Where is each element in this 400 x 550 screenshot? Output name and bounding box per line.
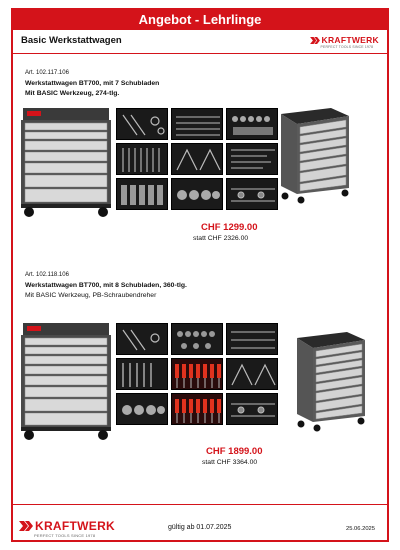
tool-tray — [116, 393, 168, 425]
offer-price: CHF 1299.00 — [201, 222, 258, 233]
offer-page — [11, 8, 389, 542]
tool-cart-angle-image — [291, 332, 371, 432]
original-price: statt CHF 3364.00 — [202, 459, 258, 466]
original-price: statt CHF 2326.00 — [193, 235, 249, 242]
tool-tray — [116, 323, 168, 355]
product-description — [25, 79, 159, 99]
tool-tray — [226, 178, 278, 210]
document-date: 25.06.2025 — [345, 526, 375, 532]
product-title: Werkstattwagen BT700, mit 7 Schubladen — [25, 80, 160, 87]
tool-tray — [171, 178, 223, 210]
offer-banner: Angebot - Lehrlinge — [13, 10, 387, 30]
brand-tagline: PERFECT TOOLS SINCE 1978 — [34, 533, 96, 538]
product-subtitle: Mit BASIC Werkzeug, PB-Schraubendreher — [25, 292, 157, 299]
tool-tray — [116, 178, 168, 210]
tool-tray — [171, 143, 223, 175]
brand-logo-top — [310, 35, 379, 49]
tool-tray — [116, 108, 168, 140]
article-number: Art. 102.117.106 — [25, 70, 69, 76]
tool-tray — [171, 323, 223, 355]
tool-tray — [116, 358, 168, 390]
valid-from: gültig ab 01.07.2025 — [168, 524, 232, 531]
tool-cart-front-image — [21, 323, 113, 441]
tool-tray-screwdrivers — [171, 393, 223, 425]
tool-tray — [226, 358, 278, 390]
brand-tagline: PERFECT TOOLS SINCE 1978 — [320, 45, 374, 49]
tool-tray — [226, 108, 278, 140]
article-number: Art. 102.118.106 — [25, 272, 69, 278]
section-title: Basic Werkstattwagen — [21, 35, 122, 46]
tool-tray — [226, 393, 278, 425]
tool-tray — [226, 143, 278, 175]
brand-name: KRAFTWERK — [321, 35, 379, 45]
tool-trays-image — [116, 323, 278, 425]
tool-tray — [226, 323, 278, 355]
brand-mark-icon — [19, 521, 33, 531]
product-description — [25, 281, 187, 301]
tool-tray-screwdrivers — [171, 358, 223, 390]
tool-tray — [171, 108, 223, 140]
tool-cart-front-image — [21, 108, 113, 218]
product-subtitle: Mit BASIC Werkzeug, 274-tlg. — [25, 90, 120, 97]
brand-name: KRAFTWERK — [35, 519, 116, 533]
product-title: Werkstattwagen BT700, mit 8 Schubladen, 360-tlg. — [25, 282, 187, 289]
tool-tray — [116, 143, 168, 175]
tool-cart-angle-image — [275, 108, 355, 204]
footer-divider — [13, 504, 387, 505]
tool-trays-image — [116, 108, 278, 210]
brand-logo-bottom — [19, 519, 115, 538]
brand-mark-icon — [310, 37, 320, 44]
offer-price: CHF 1899.00 — [206, 446, 263, 457]
